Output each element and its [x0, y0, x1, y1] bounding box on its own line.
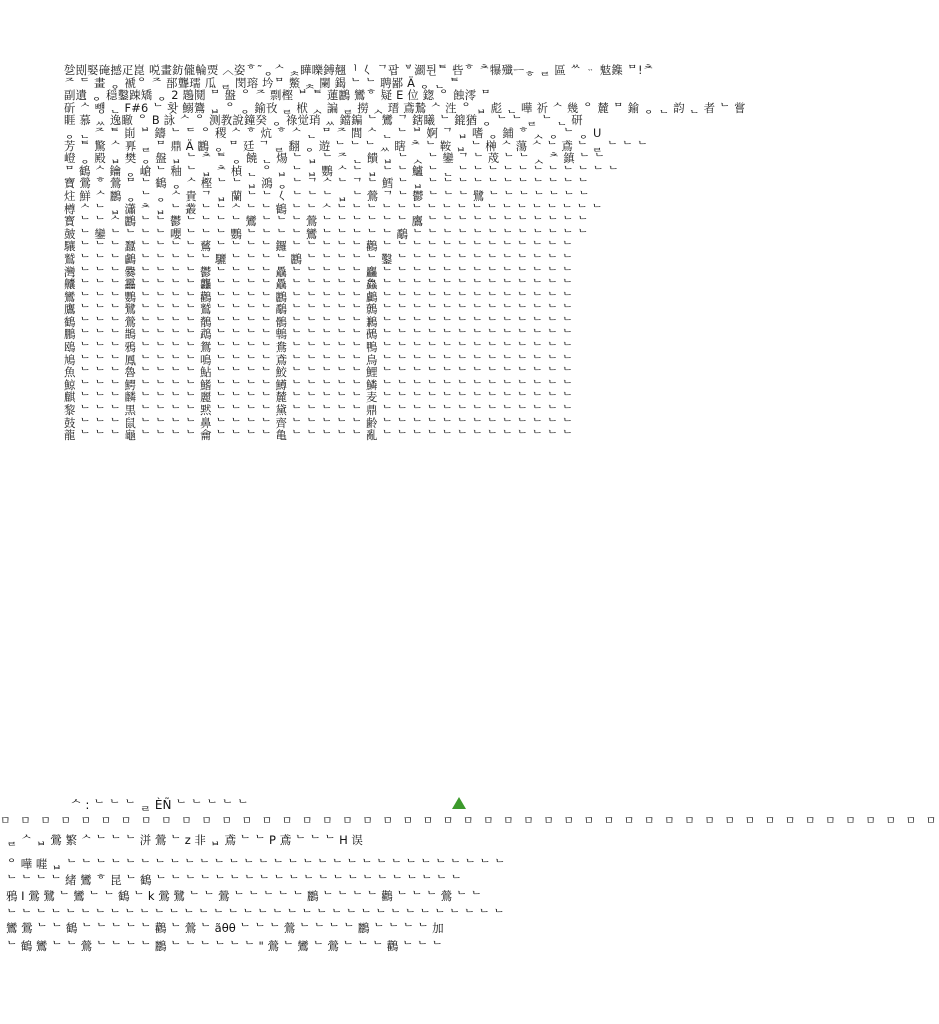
- garbled-line: ᄌ ᄃ 畫 ᆼ 褫ᄋ ᄌ 郚聾瓀 瓜 ᆯ 閔瑢 坅ᄆ 鱉 ᆾ 闌 鍻 ᄂ ᄂ 聘鄙 Ä ᆼ ᆫ ᄐ: [64, 75, 461, 90]
- garbled-line: 鷲 ᄂ ᄂ ᄂ 鸕 ᄂ ᄂ ᄂ ᄂ ᄂ 驪 ᄂ ᄂ ᄂ ᄂ 鸝 ᄂ ᄂ ᄂ ᄂ ᄂ 鑿 ᄂ ᄂ ᄂ ᄂ ᄂ ᄂ ᄂ ᄂ ᄂ ᄂ ᄂ ᄂ: [64, 251, 573, 266]
- garbled-line: 鯨 ᄂ ᄂ ᄂ 鰐 ᄂ ᄂ ᄂ ᄂ 鰭 ᄂ ᄂ ᄂ ᄂ 鱒 ᄂ ᄂ ᄂ ᄂ ᄂ 鱗 ᄂ ᄂ ᄂ ᄂ ᄂ ᄂ ᄂ ᄂ ᄂ ᄂ ᄂ ᄂ ᄂ: [64, 377, 573, 392]
- garbled-line: 斫 ᄉ 뻉 ᆫ F#6 ᄂ 홧 鰯鷟 ᆸ ᄋ ᆼ 鍮攼 ᆯ 栿 ᆺ 諞 ᆯ 撈 ᆺ 瑨 鳶鷙 ᄉ 泩 ᄋ ᆸ 彪 ᆫ 嘩 祈 ᄉ 幾 ᄋ 麓 ᄆ 鍮 ᆼ ᆫ 韵 ᆫ 者 ᄂ 嘗: [64, 100, 746, 115]
- garbled-line: 樽 ᄉ ᄂ ᆸ 瀟 ᄎ ᆸ ᄂ 叢 ᄂ ᄂ ᄉ ᄂ ᄂ 鶴 ᄂ ᄂ ᄉ ᄂ ᄂ ᄂ ᄂ ᄂ ᄂ ᄂ ᄂ ᄂ ᄂ ᄂ ᄂ ᄂ ᄂ ᄂ ᄂ ᄂ ᄂ: [64, 201, 603, 216]
- warning-triangle-icon: [452, 797, 466, 809]
- garbled-line: 鼓 ᄂ ᄂ ᄂ 鼠 ᄂ ᄂ ᄂ ᄂ 鼻 ᄂ ᄂ ᄂ ᄂ 齊 ᄂ ᄂ ᄂ ᄂ ᄂ 齢 ᄂ ᄂ ᄂ ᄂ ᄂ ᄂ ᄂ ᄂ ᄂ ᄂ ᄂ ᄂ ᄂ: [64, 415, 573, 430]
- garbled-line: 鳩 ᄂ ᄂ ᄂ 鳳 ᄂ ᄂ ᄂ ᄂ 鳴 ᄂ ᄂ ᄂ ᄂ 鳶 ᄂ ᄂ ᄂ ᄂ ᄂ 鳥 ᄂ ᄂ ᄂ ᄂ ᄂ ᄂ ᄂ ᄂ ᄂ ᄂ ᄂ ᄂ ᄂ: [64, 352, 573, 367]
- garbled-line: 鷹 ᄂ ᄂ ᄂ 鷺 ᄂ ᄂ ᄂ ᄂ 鷲 ᄂ ᄂ ᄂ ᄂ 鷸 ᄂ ᄂ ᄂ ᄂ ᄂ 鷯 ᄂ ᄂ ᄂ ᄂ ᄂ ᄂ ᄂ ᄂ ᄂ ᄂ ᄂ ᄂ ᄂ: [64, 302, 573, 317]
- lower-garbled-line: ᄂ 鶴 鸞 ᄂ ᄂ 鶯 ᄂ ᄂ ᄂ ᄂ 鸝 ᄂ ᄂ ᄂ ᄂ ᄂ ᄂ " 鶯 ᄂ 鸞 ᄂ 鶯 ᄂ ᄂ ᄂ 鸛 ᄂ ᄂ ᄂ: [6, 939, 443, 953]
- garbled-line: 鴎 ᄂ ᄂ ᄂ 鴉 ᄂ ᄂ ᄂ ᄂ 鴛 ᄂ ᄂ ᄂ ᄂ 鴦 ᄂ ᄂ ᄂ ᄂ ᄂ 鴨 ᄂ ᄂ ᄂ ᄂ ᄂ ᄂ ᄂ ᄂ ᄂ ᄂ ᄂ ᄂ ᄂ: [64, 340, 573, 355]
- garbled-text-block: [64, 63, 746, 443]
- garbled-line: ᄆ 鶴 ᄉ 鑰 ᆼ 嵢 ᄂ 釉 ᄂ ᆸ ᄎ 楨 ᆫ ᄋ ᆸ ᄂ ᆸ 鸚 ᄉ ᄂ ᆸ ᄂ ᄂ 鱸 ᄂ ᆫ ᄂ ᄂ ᄂ ᄂ ᄂ ᄂ ᄂ ᄂ ᄂ ᄂ ᄂ: [64, 163, 619, 178]
- garbled-line: 芳 ᄐ 驚 ᄉ 奡 ᆯ ᄆ 鼎 Ä 鸝 ᆼ ᄆ 廷 ᄀ ᆯ 翻 ᆼ 遊 ᄂ ᄂ ᄂ ᆻ 瞎 ᄎ ᄂ 鞍 ᆸ ᄂ 榊 ᄉ 蕩 ᄉ ᄂ 鳶 ᄂ ᆯ ᄂ ᄂ ᄂ: [64, 138, 648, 153]
- lower-garbled-line: ᄂ ᄂ ᄂ ᄂ 緒 鸞 ᄒ 昆 ᄂ 鶴 ᄂ ᄂ ᄂ ᄂ ᄂ ᄂ ᄂ ᄂ ᄂ ᄂ ᄂ ᄂ ᄂ ᄂ ᄂ ᄂ ᄂ ᄂ ᄂ ᄂ ᄂ: [6, 873, 462, 887]
- garbled-line: 寶 鶯 ᄒ 鶯 ᄆ ᄂ 鶴 ᆼ ᄉ 樫 ᄂ ᄂ ᆸ 鴻 ᆼ ᄂ ᄀ ᄉ ᄂ ᄀ ᄂ 鱈 ᄂ ᆸ ᄂ ᄂ ᄂ ᄂ ᄂ ᄂ ᄂ ᄂ ᄂ ᄂ ᄂ: [64, 176, 589, 191]
- garbled-line: 睚 慕 ᆻ 逸瞮 ᄋ B 詠 ᄉ ᄋ 测教說鐘癸 ᆼ 祿觉琑 ᆻ 鐺鍽 ᄂ 鸞 ᄀ 鎋䂀 ᄂ 鎞猶 ᆼ ᄂ ᄂ ᆯ ᄂ ᆫ 研: [64, 113, 583, 128]
- garbled-line: 齉 ᄂ ᄂ ᄂ 靐 ᄂ ᄂ ᄂ ᄂ 龘 ᄂ ᄂ ᄂ ᄂ 驫 ᄂ ᄂ ᄂ ᄂ ᄂ 鱻 ᄂ ᄂ ᄂ ᄂ ᄂ ᄂ ᄂ ᄂ ᄂ ᄂ ᄂ ᄂ ᄂ: [64, 277, 573, 292]
- lower-garbled-line: ᄂ ᄂ ᄂ ᄂ ᄂ ᄂ ᄂ ᄂ ᄂ ᄂ ᄂ ᄂ ᄂ ᄂ ᄂ ᄂ ᄂ ᄂ ᄂ ᄂ ᄂ ᄂ ᄂ ᄂ ᄂ ᄂ ᄂ ᄂ ᄂ ᄂ ᄂ ᄂ ᄂ ᄂ: [6, 907, 505, 921]
- garbled-line: 副遺 ᆼ 穏鑿踈矯 ᆼ 2 鶗鬩 ᄆ 盤 ᄋ ᄌ 剽樫 ᄇ ᄐ 蓮鸝 鸞ᄒ 疑 E 位 鍯 ᄋ 蝕澪 ᄆ: [64, 88, 492, 103]
- garbled-line: 鶴 ᄂ ᄂ ᄂ 鶯 ᄂ ᄂ ᄂ ᄂ 鶺 ᄂ ᄂ ᄂ ᄂ 鶻 ᄂ ᄂ ᄂ ᄂ ᄂ 鶼 ᄂ ᄂ ᄂ ᄂ ᄂ ᄂ ᄂ ᄂ ᄂ ᄂ ᄂ ᄂ ᄂ: [64, 314, 573, 329]
- lower-garbled-line: 鴉 I 鶯 鷺 ᄂ 鸞 ᄂ ᄂ 鶴 ᄂ k 鶯 鷺 ᄂ ᄂ 鶯 ᄂ ᄂ ᄂ ᄂ ᄂ 鸝 ᄂ ᄂ ᄂ ᄂ 鸛 ᄂ ᄂ ᄂ 鶯 ᄂ ᄂ: [6, 889, 482, 903]
- garbled-line: 乻刡婜硽撼疋崑 哾畫鈁儱輪㶾 ︿姿ᄒ˜ᆼᄉ ᆾ瞱嚛鎛翹ᅵ 𡿨 ᄀ팝 ᄫ瀱튄ᄐ 呰ᄒ ᄎ犦殲ᅳᇂ ᆯ 區 ᄊ ᆢ 鬾鏶 ᄆ!ᄎ: [64, 63, 654, 77]
- lower-garbled-line: ᆯ ᄉ ᆸ 鶯 繁 ᄉ ᄂ ᄂ ᄂ 洴 鶯 ᄂ z 非 ᆸ 鳶 ᄂ ᄂ P 鳶 ᄂ ᄂ ᄂ H 误: [6, 833, 363, 847]
- lower-garbled-line: ᄋ 嘩 嘊 ᆸ ᄂ ᄂ ᄂ ᄂ ᄂ ᄂ ᄂ ᄂ ᄂ ᄂ ᄂ ᄂ ᄂ ᄂ ᄂ ᄂ ᄂ ᄂ ᄂ ᄂ ᄂ ᄂ ᄂ ᄂ ᄂ ᄂ ᄂ ᄂ ᄂ ᄂ: [6, 857, 506, 871]
- placeholder-box-row: ㅁ ㅁ ㅁ ㅁ ㅁ ㅁ ㅁ ㅁ ㅁ ㅁ ㅁ ㅁ ㅁ ㅁ ㅁ ㅁ ㅁ ㅁ ㅁ ㅁ ㅁ ㅁ ㅁ ㅁ ㅁ ㅁ ㅁ ㅁ ㅁ ㅁ ㅁ ㅁ ㅁ ㅁ ㅁ ㅁ ㅁ ㅁ ㅁ ㅁ ㅁ ㅁ ㅁ ㅁ ㅁ ㅁ ㅁ: [0, 814, 939, 827]
- garbled-line: 驤 ᄂ ᄂ ᄂ 蠶 ᄂ ᄂ ᄂ ᄂ 鶿 ᄂ ᄂ ᄂ ᄂ 鑼 ᄂ ᄂ ᄂ ᄂ ᄂ 鸛 ᄂ ᄂ ᄂ ᄂ ᄂ ᄂ ᄂ ᄂ ᄂ ᄂ ᄂ ᄂ ᄂ: [64, 239, 573, 254]
- garbled-line: 灣 ᄂ ᄂ ᄂ 爨 ᄂ ᄂ ᄂ ᄂ 鬱 ᄂ ᄂ ᄂ ᄂ 驫 ᄂ ᄂ ᄂ ᄂ ᄂ 麤 ᄂ ᄂ ᄂ ᄂ ᄂ ᄂ ᄂ ᄂ ᄂ ᄂ ᄂ ᄂ ᄂ: [64, 264, 573, 279]
- garbled-line: 炷 鮮 ᄉ 鸝 ᆼ ᄂ ᆼ ᄉ 貴 ᄀ ᆸ 蘭 ᄂ ᄂ 𡿨 ᄂ ᄂ ᄂ ᆸ ᄂ 鶯 ᄀ ᄂ 鬱 ᄂ ᄂ ᄂ 鷺 ᄂ ᄂ ᄂ ᄂ ᄂ ᄂ ᄂ: [64, 188, 590, 203]
- garbled-line: 皷 ᄂ 鑾 ᄂ ᄂ ᄂ ᄂ 嚶 ᄂ ᄂ ᄂ 鸚 ᄂ ᄂ ᄂ ᄂ 鸞 ᄂ ᄂ ᄂ ᄂ ᄂ 鷸 ᄂ ᄂ ᄂ ᄂ ᄂ ᄂ ᄂ ᄂ ᄂ ᄂ ᄂ ᄂ: [64, 226, 589, 241]
- garbled-line: 麒 ᄂ ᄂ ᄂ 麟 ᄂ ᄂ ᄂ ᄂ 麗 ᄂ ᄂ ᄂ ᄂ 麓 ᄂ ᄂ ᄂ ᄂ ᄂ 麦 ᄂ ᄂ ᄂ ᄂ ᄂ ᄂ ᄂ ᄂ ᄂ ᄂ ᄂ ᄂ ᄂ: [64, 390, 573, 405]
- lower-garbled-line: 鸞 鶯 ᄂ ᄂ 鶴 ᄂ ᄂ ᄂ ᄂ ᄂ 鸛 ᄂ 鶯 ᄂ ãθθ ᄂ ᄂ ᄂ 鶯 ᄂ ᄂ ᄂ ᄂ 鸝 ᄂ ᄂ ᄂ ᄂ 加: [6, 921, 444, 935]
- separator-marks: ᄉ : ᄂ ᄂ ᄂ ᆯ ÈÑ ᄂ ᄂ ᄂ ᄂ ᄂ: [70, 798, 249, 812]
- garbled-line: 鵬 ᄂ ᄂ ᄂ 鵲 ᄂ ᄂ ᄂ ᄂ 鵡 ᄂ ᄂ ᄂ ᄂ 鵯 ᄂ ᄂ ᄂ ᄂ ᄂ 鵺 ᄂ ᄂ ᄂ ᄂ ᄂ ᄂ ᄂ ᄂ ᄂ ᄂ ᄂ ᄂ ᄂ: [64, 327, 573, 342]
- garbled-line: 龍 ᄂ ᄂ ᄂ 龜 ᄂ ᄂ ᄂ ᄂ 龠 ᄂ ᄂ ᄂ ᄂ 亀 ᄂ ᄂ ᄂ ᄂ ᄂ 亂 ᄂ ᄂ ᄂ ᄂ ᄂ ᄂ ᄂ ᄂ ᄂ ᄂ ᄂ ᄂ ᄂ: [64, 428, 573, 443]
- garbled-line: 嶝 ᆼ 殿 ᆸ 樊 ᆼ 盤 ᆸ ᄂ ᄎ ᄐ ᆼ 饒 ᆫ 煬 ᄂ ᆸ ᄂ ᄌ ᆫ 饋 ᆸ ᄂ ᆺ ᄂ 鑾 ᄀ ᄂ 荗 ᄂ ᄂ ᆺ ᄎ 鎮 ᄂ ᄂ: [64, 151, 605, 166]
- garbled-line: 寳 ᄂ ᄂ ᄉ 鸝 ᄂ ᄂ 鬱 ᄂ ᄂ ᄂ ᄂ 鸞 ᄂ ᄂ ᄂ 鶯 ᄂ ᄂ ᄂ ᄂ ᄂ ᄂ 鷹 ᄂ ᄂ ᄂ ᄂ ᄂ ᄂ ᄂ ᄂ ᄂ ᄂ ᄂ: [64, 214, 589, 229]
- garbled-line: 魚 ᄂ ᄂ ᄂ 魯 ᄂ ᄂ ᄂ ᄂ 鮎 ᄂ ᄂ ᄂ ᄂ 鮫 ᄂ ᄂ ᄂ ᄂ ᄂ 鯉 ᄂ ᄂ ᄂ ᄂ ᄂ ᄂ ᄂ ᄂ ᄂ ᄂ ᄂ ᄂ ᄂ: [64, 365, 573, 380]
- garbled-line: ᆼ ᆫ ᄌ ᄐ 崱 ᄇ 鑄 ᄂ ᄃ ᄋ 稷 ᄉ ᄒ 炕 ᄒ ᄉ ᆫ ᄆ ᄌ 閭 ᄉ ᆫ ᄂ ᄇ 婀 ᄀ ᆸ 嗜 ᆼ 鋪 ᄒ ᆺ ᆼ ᄂ ᆼ U: [64, 125, 602, 140]
- garbled-line: 鸞 ᄂ ᄂ ᄂ 鸚 ᄂ ᄂ ᄂ ᄂ 鸛 ᄂ ᄂ ᄂ ᄂ 鸝 ᄂ ᄂ ᄂ ᄂ ᄂ 鸕 ᄂ ᄂ ᄂ ᄂ ᄂ ᄂ ᄂ ᄂ ᄂ ᄂ ᄂ ᄂ ᄂ: [64, 289, 573, 304]
- garbled-line: 黎 ᄂ ᄂ ᄂ 黒 ᄂ ᄂ ᄂ ᄂ 黙 ᄂ ᄂ ᄂ ᄂ 黛 ᄂ ᄂ ᄂ ᄂ ᄂ 鼎 ᄂ ᄂ ᄂ ᄂ ᄂ ᄂ ᄂ ᄂ ᄂ ᄂ ᄂ ᄂ ᄂ: [64, 403, 573, 418]
